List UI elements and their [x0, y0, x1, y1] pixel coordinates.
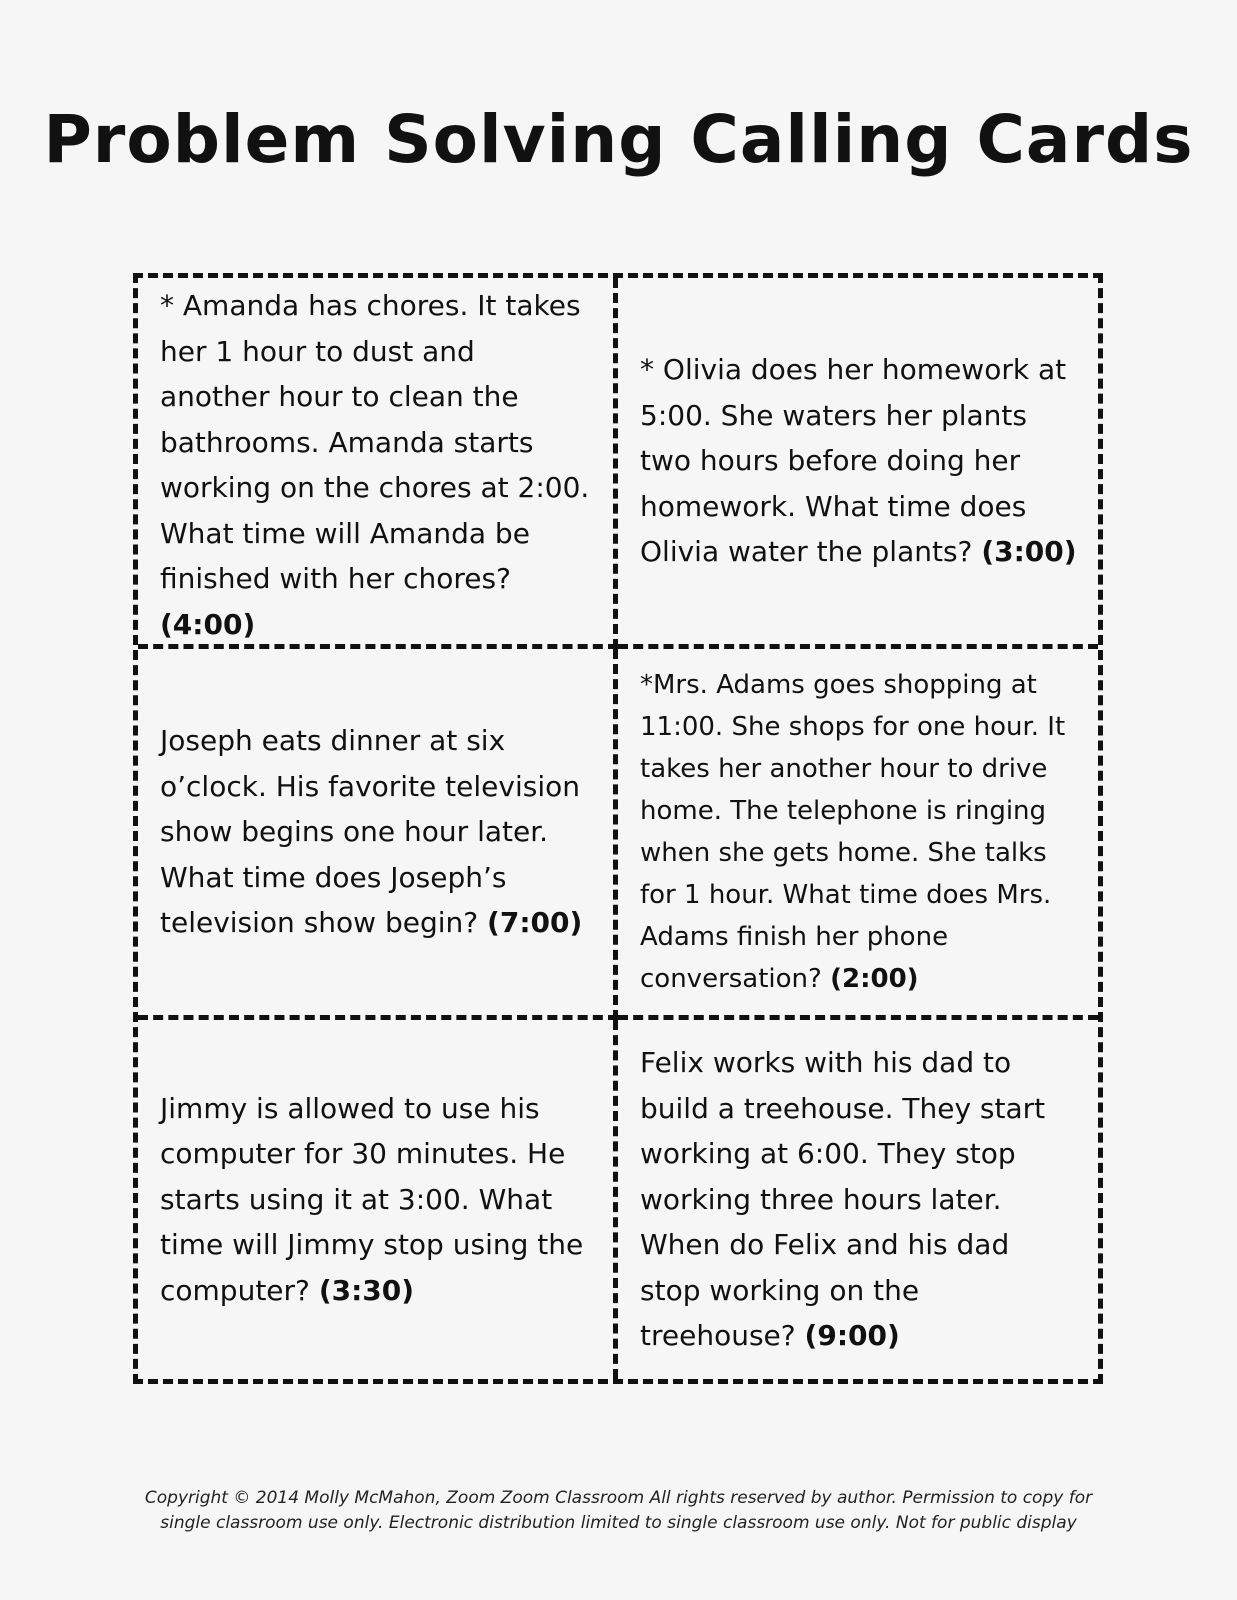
card-question — [160, 283, 593, 647]
card-felix — [618, 1020, 1098, 1379]
question-text: Felix works with his dad to build a treehouse. They start working at 6:00. They stop working three hours later. When do Felix and his dad stop working on the treehouse? — [640, 1046, 1046, 1353]
card-olivia — [618, 278, 1098, 649]
footer-line: Copyright © 2014 Molly McMahon, Zoom Zoom Classroom All rights reserved by author. Permission to copy for — [144, 1488, 1093, 1508]
question-text: *Mrs. Adams goes shopping at 11:00. She shops for one hour. It takes her another hour to drive home. The telephone is ringing when she gets home. She talks for 1 hour. What time does Mrs. Adams finish her phone conversation? — [640, 670, 1066, 994]
answer-text: (3:00) — [981, 535, 1077, 569]
card-question — [640, 664, 1078, 1000]
card-mrs-adams — [618, 649, 1098, 1020]
question-text: * Olivia does her homework at 5:00. She waters her plants two hours before doing her homework. What time does Olivia water the plants? — [640, 353, 1067, 569]
card-question — [160, 1086, 593, 1314]
card-amanda — [138, 278, 618, 649]
copyright-footer — [0, 1486, 1237, 1536]
card-question — [640, 1040, 1078, 1359]
answer-text: (2:00) — [830, 964, 919, 994]
answer-text: (3:30) — [318, 1273, 415, 1307]
question-text: * Amanda has chores. It takes her 1 hour to dust and another hour to clean the bathrooms. Amanda starts working on the chores at 2:00. What time will Amanda be finished with her chores? — [160, 289, 590, 595]
card-joseph — [138, 649, 618, 1020]
page-title: Problem Solving Calling Cards — [43, 101, 1194, 178]
answer-text: (9:00) — [804, 1319, 900, 1353]
answer-text: (7:00) — [487, 906, 583, 940]
answer-text: (4:00) — [160, 607, 256, 641]
card-question — [640, 347, 1078, 575]
card-grid — [133, 273, 1103, 1384]
question-text: Joseph eats dinner at six o’clock. His favorite television show begins one hour later. What time does Joseph’s television show begin? — [160, 724, 580, 940]
card-jimmy — [138, 1020, 618, 1379]
question-text: Jimmy is allowed to use his computer for 30 minutes. He starts using it at 3:00. What time will Jimmy stop using the computer? — [160, 1091, 584, 1307]
card-question — [160, 718, 593, 946]
footer-line: single classroom use only. Electronic distribution limited to single classroom use only. Not for public display — [160, 1513, 1077, 1533]
